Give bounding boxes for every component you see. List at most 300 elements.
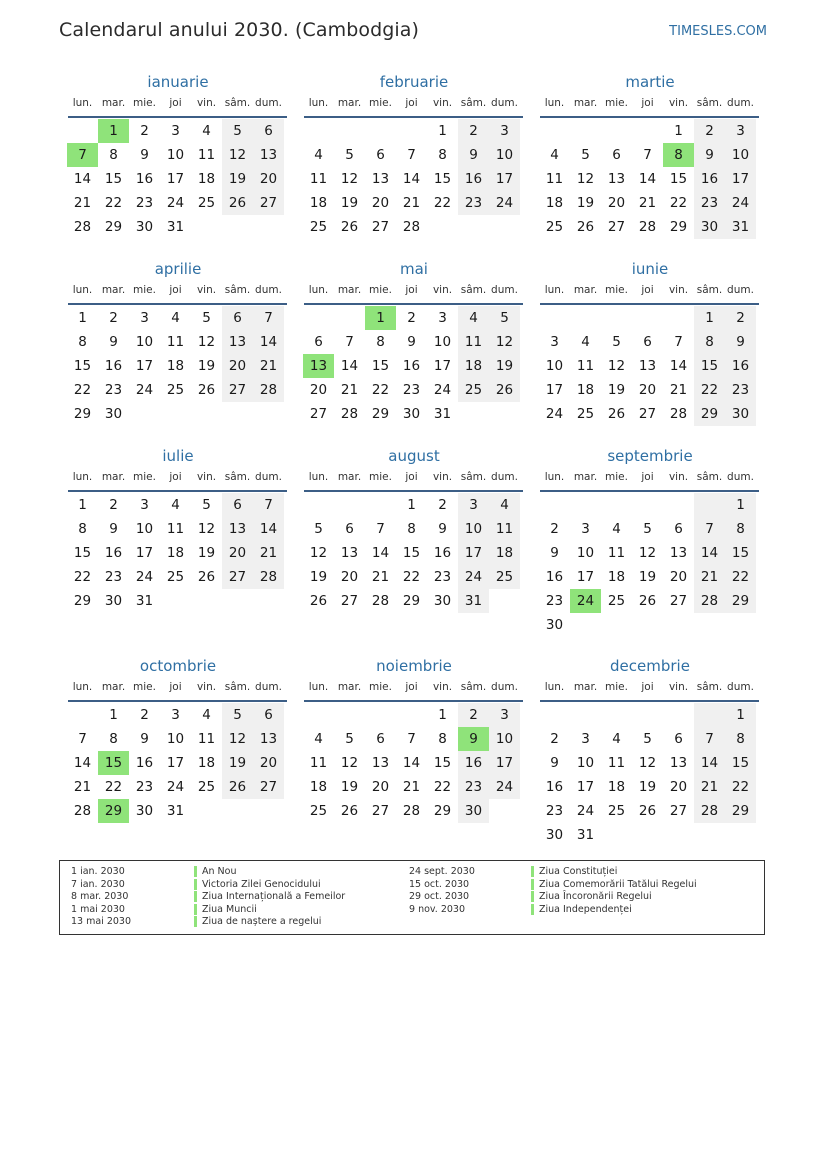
day-cell: 15 [433, 171, 452, 187]
day-cell: 25 [576, 406, 595, 422]
day-cell: 14 [638, 171, 657, 187]
weekday-label: joi [405, 681, 418, 693]
empty-cell [601, 306, 632, 330]
legend-name-row [194, 904, 345, 917]
day-cell: 2 [140, 123, 149, 139]
day-cell: 20 [371, 779, 390, 795]
month-title: august [388, 447, 440, 465]
day-cell: 26 [197, 382, 216, 398]
weekday-label: vin. [432, 97, 453, 109]
day-cell: 13 [253, 143, 284, 167]
empty-cell [570, 119, 601, 143]
day-cell: 19 [197, 358, 216, 374]
day-cell: 13 [607, 171, 626, 187]
day-cell: 10 [135, 334, 154, 350]
day-cell: 9 [109, 521, 118, 537]
empty-cell [222, 589, 253, 613]
empty-cell [334, 493, 365, 517]
day-cell: 23 [725, 378, 756, 402]
day-cell: 12 [340, 755, 359, 771]
weekday-label: vin. [668, 681, 689, 693]
day-cell: 27 [669, 593, 688, 609]
legend-date: 8 mar. 2030 [71, 891, 129, 902]
day-cell: 8 [694, 330, 725, 354]
day-cell: 23 [104, 382, 123, 398]
day-cell: 4 [458, 306, 489, 330]
day-cell: 18 [166, 358, 185, 374]
empty-cell [253, 402, 284, 426]
day-cell: 22 [402, 569, 421, 585]
month-noiembrie [303, 656, 525, 823]
legend-name-row [194, 866, 345, 879]
weekday-label: mar. [101, 471, 126, 483]
empty-cell [253, 215, 284, 239]
day-cell: 24 [166, 779, 185, 795]
legend-date: 13 mai 2030 [71, 916, 132, 927]
day-cell: 5 [202, 497, 211, 513]
empty-cell [489, 215, 520, 239]
day-grid [303, 493, 525, 613]
legend-holiday-name: Ziua Constituției [531, 866, 617, 877]
day-cell: 18 [197, 171, 216, 187]
day-cell: 7 [253, 306, 284, 330]
day-cell: 1 [438, 123, 447, 139]
day-cell: 15 [694, 354, 725, 378]
day-cell: 18 [576, 382, 595, 398]
weekday-label: joi [169, 681, 182, 693]
month-title: mai [400, 260, 428, 278]
day-cell: 26 [222, 775, 253, 799]
weekday-header [539, 95, 761, 112]
day-cell: 22 [725, 565, 756, 589]
day-cell: 19 [222, 751, 253, 775]
holiday-day-cell: 13 [303, 354, 334, 378]
day-cell: 20 [222, 541, 253, 565]
holiday-day-cell: 9 [458, 727, 489, 751]
day-cell: 6 [222, 306, 253, 330]
day-cell: 7 [674, 334, 683, 350]
weekday-label: dum. [727, 471, 754, 483]
weekday-label: lun. [308, 97, 329, 109]
day-cell: 27 [669, 803, 688, 819]
weekday-label: mie. [369, 97, 392, 109]
day-cell: 14 [340, 358, 359, 374]
month-mai [303, 259, 525, 426]
weekday-label: mie. [133, 681, 156, 693]
month-title: iulie [162, 447, 194, 465]
day-cell: 8 [407, 521, 416, 537]
day-cell: 25 [197, 779, 216, 795]
day-cell: 8 [725, 517, 756, 541]
day-cell: 25 [545, 219, 564, 235]
day-cell: 4 [612, 521, 621, 537]
weekday-label: lun. [544, 284, 565, 296]
day-cell: 14 [253, 330, 284, 354]
empty-cell [253, 799, 284, 823]
empty-cell [725, 823, 756, 847]
day-cell: 26 [197, 569, 216, 585]
day-cell: 24 [576, 803, 595, 819]
legend-date: 29 oct. 2030 [409, 891, 470, 902]
day-cell: 22 [104, 195, 123, 211]
weekday-label: mar. [337, 681, 362, 693]
weekday-label: vin. [196, 97, 217, 109]
day-cell: 24 [545, 406, 564, 422]
day-cell: 22 [694, 378, 725, 402]
day-cell: 14 [402, 755, 421, 771]
day-cell: 14 [402, 171, 421, 187]
month-iunie [539, 259, 761, 426]
empty-cell [632, 823, 663, 847]
day-cell: 14 [694, 751, 725, 775]
day-grid [67, 493, 289, 613]
empty-cell [396, 703, 427, 727]
day-cell: 20 [638, 382, 657, 398]
day-cell: 31 [433, 406, 452, 422]
empty-cell [160, 402, 191, 426]
day-cell: 14 [694, 541, 725, 565]
day-cell: 3 [458, 493, 489, 517]
empty-cell [222, 799, 253, 823]
day-grid [539, 306, 761, 426]
day-cell: 30 [545, 827, 564, 843]
day-cell: 20 [669, 779, 688, 795]
empty-cell [663, 613, 694, 637]
header-rule [68, 490, 287, 492]
month-martie [539, 72, 761, 239]
day-cell: 1 [438, 707, 447, 723]
day-cell: 20 [669, 569, 688, 585]
weekday-label: vin. [432, 284, 453, 296]
day-cell: 15 [371, 358, 390, 374]
day-cell: 25 [607, 593, 626, 609]
header-rule [540, 116, 759, 118]
weekday-label: mar. [101, 681, 126, 693]
legend-right-dates [409, 866, 475, 916]
weekday-header [67, 469, 289, 486]
day-cell: 21 [694, 565, 725, 589]
weekday-label: joi [641, 681, 654, 693]
empty-cell [458, 215, 489, 239]
day-cell: 1 [725, 703, 756, 727]
day-cell: 18 [309, 779, 328, 795]
weekday-label: vin. [668, 97, 689, 109]
day-cell: 12 [489, 330, 520, 354]
weekday-label: lun. [544, 471, 565, 483]
month-title: iunie [631, 260, 669, 278]
weekday-label: joi [169, 97, 182, 109]
day-cell: 25 [166, 569, 185, 585]
day-cell: 5 [643, 731, 652, 747]
day-cell: 2 [550, 521, 559, 537]
empty-cell [191, 799, 222, 823]
weekday-label: dum. [727, 681, 754, 693]
empty-cell [303, 306, 334, 330]
day-cell: 8 [438, 147, 447, 163]
day-cell: 23 [694, 191, 725, 215]
day-cell: 26 [340, 803, 359, 819]
empty-cell [222, 402, 253, 426]
legend-holiday-name: Ziua de naștere a regelui [194, 916, 321, 927]
day-cell: 2 [109, 497, 118, 513]
day-cell: 15 [669, 171, 688, 187]
legend-holiday-name: An Nou [194, 866, 236, 877]
day-cell: 25 [166, 382, 185, 398]
legend-date: 15 oct. 2030 [409, 878, 470, 890]
day-cell: 21 [402, 779, 421, 795]
empty-cell [427, 215, 458, 239]
legend-holiday-name: Ziua Comemorării Tatălui Regelui [531, 879, 697, 890]
empty-cell [67, 703, 98, 727]
day-cell: 21 [669, 382, 688, 398]
day-cell: 8 [725, 727, 756, 751]
holiday-day-cell: 1 [98, 119, 129, 143]
day-cell: 9 [725, 330, 756, 354]
day-cell: 11 [545, 171, 564, 187]
weekday-label: mie. [605, 681, 628, 693]
legend-date: 1 mai 2030 [71, 903, 125, 915]
day-cell: 7 [643, 147, 652, 163]
day-cell: 27 [371, 219, 390, 235]
day-cell: 11 [607, 545, 626, 561]
weekday-label: dum. [727, 284, 754, 296]
weekday-label: joi [641, 97, 654, 109]
day-cell: 16 [545, 779, 564, 795]
day-cell: 14 [73, 171, 92, 187]
weekday-label: sâm. [460, 681, 487, 693]
day-cell: 2 [438, 497, 447, 513]
day-cell: 30 [104, 406, 123, 422]
day-cell: 12 [222, 143, 253, 167]
header-rule [540, 303, 759, 305]
day-cell: 13 [669, 545, 688, 561]
weekday-label: sâm. [460, 471, 487, 483]
day-cell: 17 [576, 779, 595, 795]
day-cell: 25 [607, 803, 626, 819]
weekday-label: joi [405, 284, 418, 296]
empty-cell [191, 215, 222, 239]
day-cell: 1 [694, 306, 725, 330]
empty-cell [601, 613, 632, 637]
day-cell: 22 [73, 382, 92, 398]
holiday-day-cell: 8 [663, 143, 694, 167]
site-link[interactable]: TIMESLES.COM [669, 24, 767, 39]
empty-cell [303, 119, 334, 143]
legend-right-names [531, 866, 697, 916]
header-rule [540, 700, 759, 702]
empty-cell [539, 306, 570, 330]
empty-cell [489, 799, 520, 823]
day-cell: 6 [345, 521, 354, 537]
day-cell: 8 [438, 731, 447, 747]
day-cell: 18 [489, 541, 520, 565]
weekday-label: mar. [337, 284, 362, 296]
day-cell: 30 [694, 215, 725, 239]
weekday-label: vin. [668, 471, 689, 483]
day-cell: 24 [489, 191, 520, 215]
day-cell: 9 [550, 545, 559, 561]
day-cell: 19 [638, 569, 657, 585]
day-cell: 2 [550, 731, 559, 747]
day-cell: 16 [458, 751, 489, 775]
weekday-label: joi [641, 284, 654, 296]
weekday-header [539, 282, 761, 299]
weekday-label: joi [405, 97, 418, 109]
day-cell: 6 [253, 703, 284, 727]
day-cell: 2 [458, 703, 489, 727]
month-title: februarie [379, 73, 449, 91]
day-cell: 6 [643, 334, 652, 350]
day-cell: 22 [725, 775, 756, 799]
day-cell: 16 [135, 171, 154, 187]
day-cell: 9 [407, 334, 416, 350]
empty-cell [663, 306, 694, 330]
header-rule [68, 700, 287, 702]
day-cell: 17 [433, 358, 452, 374]
day-cell: 23 [458, 191, 489, 215]
day-cell: 7 [345, 334, 354, 350]
empty-cell [632, 703, 663, 727]
day-cell: 7 [407, 147, 416, 163]
day-cell: 28 [253, 565, 284, 589]
day-cell: 24 [725, 191, 756, 215]
weekday-label: lun. [308, 471, 329, 483]
weekday-label: vin. [196, 681, 217, 693]
weekday-label: lun. [72, 97, 93, 109]
day-cell: 23 [402, 382, 421, 398]
day-cell: 2 [458, 119, 489, 143]
day-cell: 5 [489, 306, 520, 330]
weekday-label: sâm. [224, 681, 251, 693]
day-cell: 5 [314, 521, 323, 537]
day-cell: 1 [674, 123, 683, 139]
day-cell: 24 [458, 565, 489, 589]
day-cell: 2 [109, 310, 118, 326]
month-title: decembrie [610, 657, 690, 675]
day-cell: 30 [104, 593, 123, 609]
day-cell: 21 [694, 775, 725, 799]
empty-cell [365, 119, 396, 143]
weekday-label: vin. [432, 681, 453, 693]
weekday-label: dum. [491, 471, 518, 483]
day-cell: 10 [458, 517, 489, 541]
empty-cell [694, 703, 725, 727]
weekday-label: mar. [573, 681, 598, 693]
day-cell: 20 [607, 195, 626, 211]
day-cell: 6 [376, 147, 385, 163]
holiday-legend [59, 860, 765, 935]
day-cell: 10 [576, 545, 595, 561]
weekday-header [67, 282, 289, 299]
weekday-label: dum. [255, 284, 282, 296]
day-cell: 27 [253, 191, 284, 215]
day-cell: 16 [545, 569, 564, 585]
day-cell: 15 [104, 171, 123, 187]
day-cell: 6 [222, 493, 253, 517]
weekday-label: lun. [308, 681, 329, 693]
empty-cell [632, 306, 663, 330]
day-cell: 30 [545, 617, 564, 633]
holiday-day-cell: 29 [98, 799, 129, 823]
day-cell: 31 [166, 219, 185, 235]
day-cell: 31 [576, 827, 595, 843]
day-cell: 20 [371, 195, 390, 211]
header-rule [304, 490, 523, 492]
day-cell: 4 [581, 334, 590, 350]
weekday-label: sâm. [460, 97, 487, 109]
empty-cell [67, 119, 98, 143]
day-cell: 29 [104, 219, 123, 235]
empty-cell [601, 119, 632, 143]
day-cell: 11 [197, 731, 216, 747]
weekday-label: lun. [544, 681, 565, 693]
day-cell: 10 [166, 147, 185, 163]
empty-cell [160, 589, 191, 613]
day-cell: 18 [166, 545, 185, 561]
day-cell: 29 [725, 589, 756, 613]
day-cell: 23 [104, 569, 123, 585]
weekday-header [303, 95, 525, 112]
header-rule [68, 303, 287, 305]
day-cell: 31 [725, 215, 756, 239]
day-cell: 28 [340, 406, 359, 422]
day-cell: 21 [638, 195, 657, 211]
day-cell: 30 [725, 402, 756, 426]
empty-cell [601, 823, 632, 847]
day-cell: 25 [458, 378, 489, 402]
day-cell: 4 [202, 707, 211, 723]
legend-left-dates [71, 866, 131, 929]
day-cell: 9 [140, 147, 149, 163]
legend-holiday-name: Ziua Internațională a Femeilor [194, 891, 345, 902]
day-cell: 10 [135, 521, 154, 537]
empty-cell [489, 402, 520, 426]
day-cell: 18 [197, 755, 216, 771]
empty-cell [222, 215, 253, 239]
day-cell: 29 [669, 219, 688, 235]
legend-name-row [531, 904, 697, 917]
month-septembrie [539, 446, 761, 637]
weekday-label: vin. [196, 471, 217, 483]
day-cell: 12 [197, 334, 216, 350]
month-iulie [67, 446, 289, 613]
day-cell: 17 [489, 751, 520, 775]
day-grid [67, 703, 289, 823]
day-cell: 5 [612, 334, 621, 350]
weekday-label: dum. [491, 97, 518, 109]
empty-cell [570, 493, 601, 517]
month-title: aprilie [154, 260, 202, 278]
weekday-label: lun. [72, 681, 93, 693]
legend-name-row [194, 879, 345, 892]
legend-name-row [194, 891, 345, 904]
day-cell: 23 [135, 195, 154, 211]
day-grid [303, 306, 525, 426]
day-cell: 21 [371, 569, 390, 585]
day-cell: 6 [612, 147, 621, 163]
header-rule [304, 303, 523, 305]
day-cell: 12 [197, 521, 216, 537]
month-title: martie [625, 73, 675, 91]
day-cell: 10 [576, 755, 595, 771]
empty-cell [365, 493, 396, 517]
day-cell: 7 [78, 731, 87, 747]
day-cell: 17 [135, 358, 154, 374]
day-cell: 25 [309, 803, 328, 819]
legend-name-row [531, 891, 697, 904]
weekday-label: mar. [573, 97, 598, 109]
day-cell: 27 [309, 406, 328, 422]
